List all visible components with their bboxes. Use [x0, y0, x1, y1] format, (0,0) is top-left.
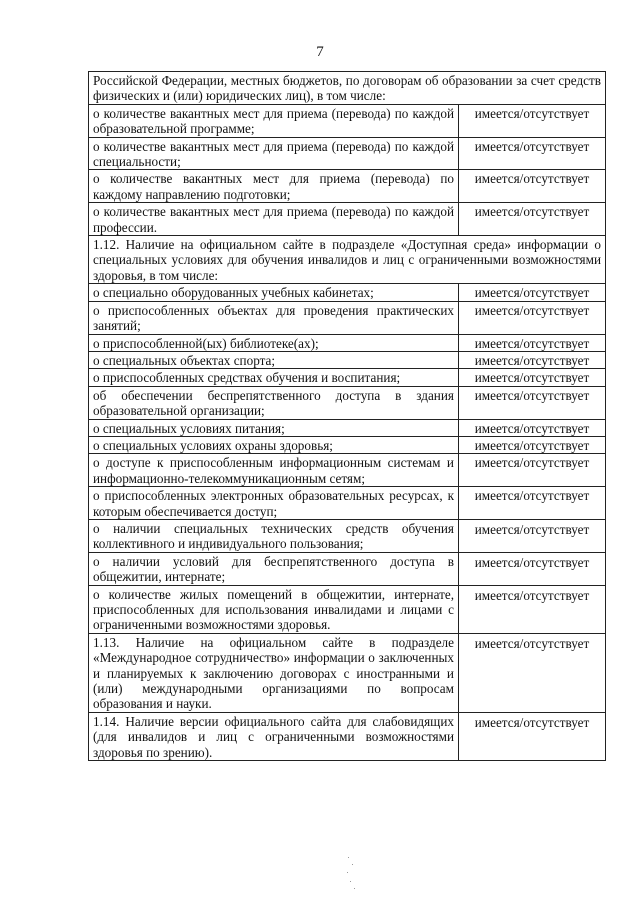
- requirements-table: [88, 71, 606, 761]
- table-row: [89, 104, 606, 137]
- status-cell: имеется/отсутствует: [459, 633, 606, 712]
- requirement-text: о наличии условий для беспрепятственного доступа в общежитии, интернате;: [89, 552, 459, 585]
- status-cell: имеется/отсутствует: [459, 170, 606, 203]
- table-row: [89, 436, 606, 453]
- status-cell: имеется/отсутствует: [459, 487, 606, 520]
- table-row: [89, 301, 606, 334]
- page-number: 7: [316, 44, 324, 60]
- table-row: [89, 519, 606, 552]
- table-row: [89, 633, 606, 712]
- status-cell: имеется/отсутствует: [459, 454, 606, 487]
- requirement-text: о специальных условиях охраны здоровья;: [89, 436, 459, 453]
- requirement-text: о специально оборудованных учебных кабинетах;: [89, 284, 459, 301]
- table-row: [89, 454, 606, 487]
- requirement-text: о количестве жилых помещений в общежитии, интернате, приспособленных для использования инвалидами и лицами с ограниченными возможностями здоровья.: [89, 585, 459, 633]
- status-cell: имеется/отсутствует: [459, 334, 606, 351]
- table-row: [89, 487, 606, 520]
- requirement-text: о наличии специальных технических средств обучения коллективного и индивидуального пользования;: [89, 519, 459, 552]
- table-row: [89, 419, 606, 436]
- table-row: [89, 351, 606, 368]
- requirement-text: о специальных условиях питания;: [89, 419, 459, 436]
- scan-specks: [338, 855, 378, 895]
- status-cell: имеется/отсутствует: [459, 585, 606, 633]
- status-cell: имеется/отсутствует: [459, 351, 606, 368]
- requirement-text: о доступе к приспособленным информационным системам и информационно-телекоммуникационным сетям;: [89, 454, 459, 487]
- section-header-row: [89, 72, 606, 105]
- requirement-text: о специальных объектах спорта;: [89, 351, 459, 368]
- table-row: [89, 334, 606, 351]
- status-cell: имеется/отсутствует: [459, 552, 606, 585]
- requirement-text: о приспособленных средствах обучения и воспитания;: [89, 369, 459, 386]
- requirement-text: о количестве вакантных мест для приема (перевода) по каждому направлению подготовки;: [89, 170, 459, 203]
- section-header-text: 1.12. Наличие на официальном сайте в подразделе «Доступная среда» информации о специальных условиях для обучения инвалидов и лиц с ограниченными возможностями здоровья, в том числе:: [89, 236, 606, 284]
- requirement-text: о количестве вакантных мест для приема (перевода) по каждой специальности;: [89, 137, 459, 170]
- table-row: [89, 170, 606, 203]
- table-row: [89, 386, 606, 419]
- table-row: [89, 137, 606, 170]
- table-row: [89, 369, 606, 386]
- table-row: [89, 203, 606, 236]
- requirement-text: 1.13. Наличие на официальном сайте в подразделе «Международное сотрудничество» информации о заключенных и планируемых к заключению договорах с иностранными и (или) международными организациями по вопросам образования и науки.: [89, 633, 459, 712]
- status-cell: имеется/отсутствует: [459, 301, 606, 334]
- table-row: [89, 552, 606, 585]
- requirement-text: 1.14. Наличие версии официального сайта для слабовидящих (для инвалидов и лиц с ограниченными возможностями здоровья по зрению).: [89, 712, 459, 760]
- requirement-text: о количестве вакантных мест для приема (перевода) по каждой профессии.: [89, 203, 459, 236]
- requirements-table-body: [89, 72, 606, 761]
- table-row: [89, 284, 606, 301]
- table-row: [89, 585, 606, 633]
- requirement-text: об обеспечении беспрепятственного доступа в здания образовательной организации;: [89, 386, 459, 419]
- status-cell: имеется/отсутствует: [459, 284, 606, 301]
- section-header-text: Российской Федерации, местных бюджетов, по договорам об образовании за счет средств физических и (или) юридических лиц), в том числе:: [89, 72, 606, 105]
- table-row: [89, 712, 606, 760]
- requirement-text: о приспособленной(ых) библиотеке(ах);: [89, 334, 459, 351]
- status-cell: имеется/отсутствует: [459, 203, 606, 236]
- section-header-row: [89, 236, 606, 284]
- status-cell: имеется/отсутствует: [459, 369, 606, 386]
- requirement-text: о количестве вакантных мест для приема (перевода) по каждой образовательной программе;: [89, 104, 459, 137]
- status-cell: имеется/отсутствует: [459, 712, 606, 760]
- status-cell: имеется/отсутствует: [459, 386, 606, 419]
- requirement-text: о приспособленных объектах для проведения практических занятий;: [89, 301, 459, 334]
- status-cell: имеется/отсутствует: [459, 519, 606, 552]
- status-cell: имеется/отсутствует: [459, 419, 606, 436]
- status-cell: имеется/отсутствует: [459, 436, 606, 453]
- status-cell: имеется/отсутствует: [459, 104, 606, 137]
- status-cell: имеется/отсутствует: [459, 137, 606, 170]
- requirement-text: о приспособленных электронных образовательных ресурсах, к которым обеспечивается доступ;: [89, 487, 459, 520]
